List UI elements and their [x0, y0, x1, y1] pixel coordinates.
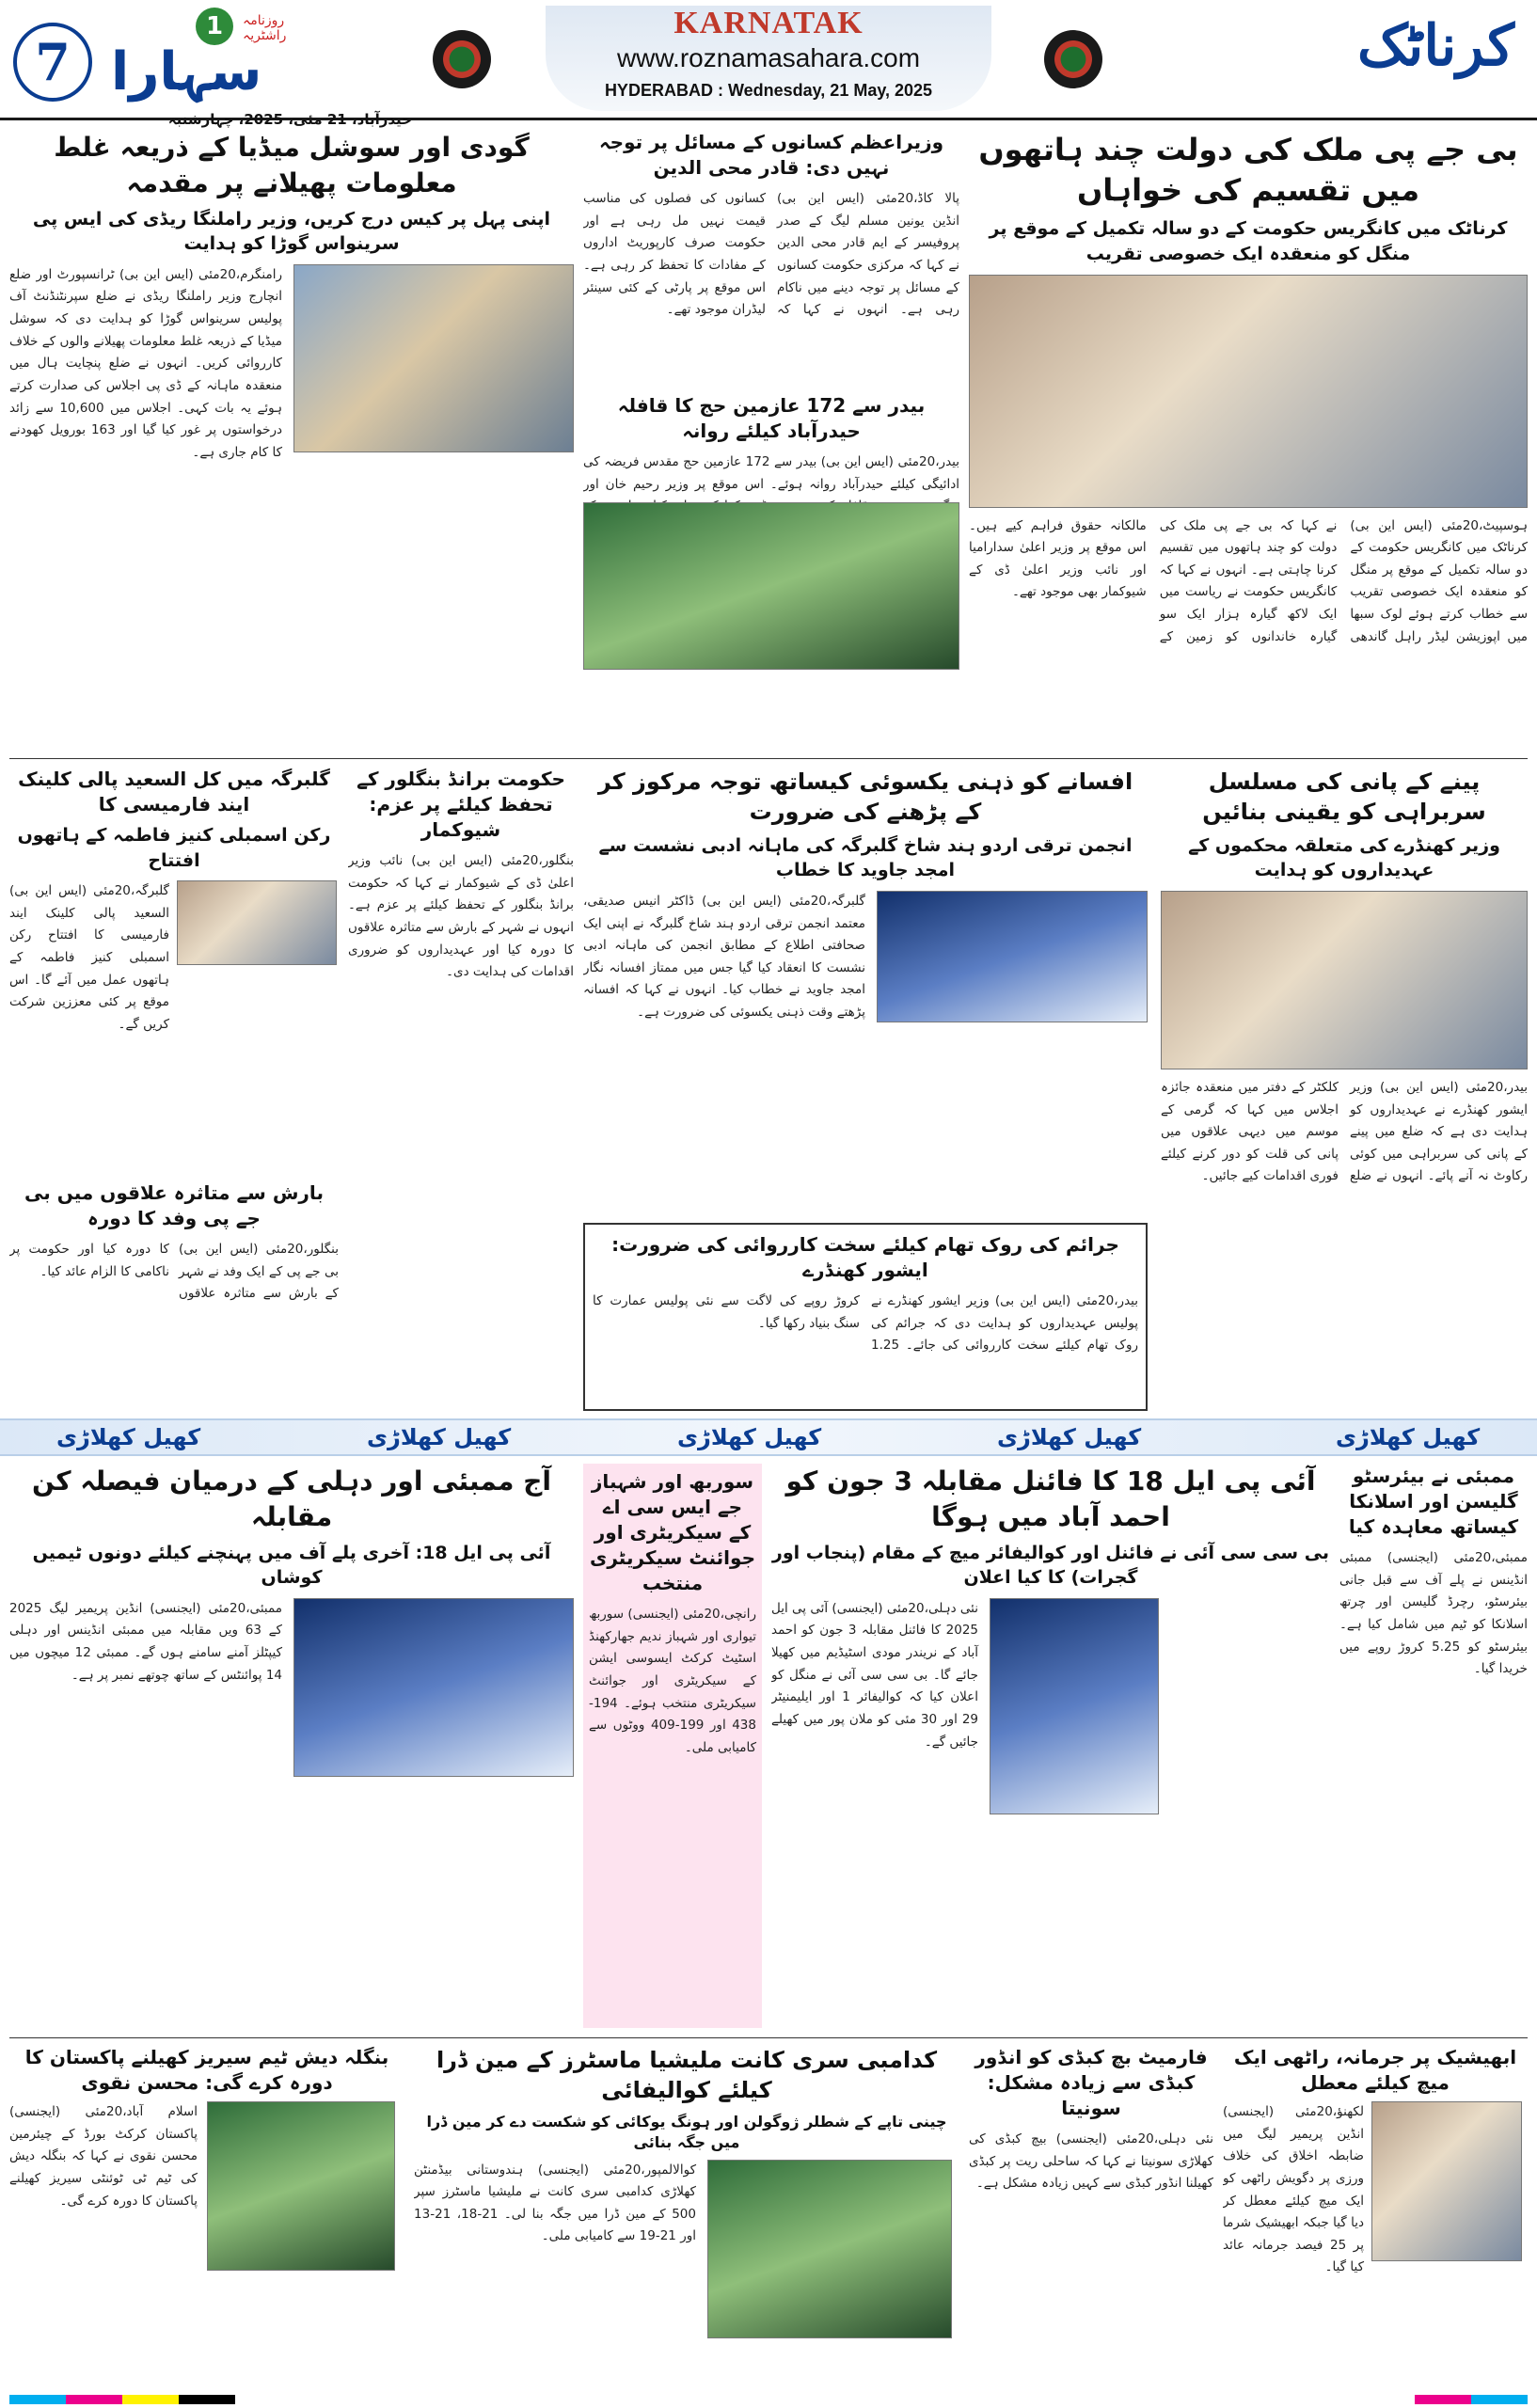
article-body: گلبرگہ،20مئی (ایس این بی) ڈاکٹر انیس صدیقی، معتمد انجمن ترقی اردو ہند شاخ گلبرگہ نے اپنی ایک صحافتی اطلاع کے مطابق انجمن کی ماہانہ ادبی نشست کا انعقاد کیا گیا جس میں ممتاز افسانہ نگار امجد جاوید نے خطاب کیا۔ انہوں نے کہا کہ افسانہ پڑھتے وقت ذہنی یکسوئی کی ضرورت ہے۔ — [583, 893, 865, 1021]
article-headline: بنگلہ دیش ٹیم سیریز کھیلنے پاکستان کا دورہ کرے گی: محسن نقوی — [24, 2046, 389, 2094]
article-body: کوالالمپور،20مئی (ایجنسی) ہندوستانی بیڈمنٹن کھلاڑی کدامبی سری کانت نے ملیشیا ماسٹرز سپر 500 کے مین ڈرا میں جگہ بنا لی۔ 21-18، 21-13 اور 21-19 سے کامیابی ملی۔ — [414, 2162, 696, 2244]
article-photo — [1371, 2101, 1522, 2261]
article-headline: گودی اور سوشل میڈیا کے ذریعہ غلط معلومات پھیلانے پر مقدمہ — [54, 132, 530, 198]
article-body: ممبئی،20مئی (ایجنسی) ممبئی انڈینس نے پلے آف سے قبل جانی بیئرسٹو، رچرڈ گلیسن اور چرتھ اسلانکا کو ٹیم میں شامل کیا ہے۔ بیئرسٹو کو 5.25 کروڑ روپے میں خریدا گیا۔ — [1339, 1550, 1528, 1677]
article-headline: بی جے پی ملک کی دولت چند ہاتھوں میں تقسیم کی خواہاں — [978, 132, 1518, 209]
sports-ipl-final — [771, 1464, 1330, 2028]
article-headline: گلبرگہ میں کل السعید پالی کلینک ایند فارمیسی کا — [18, 768, 330, 816]
article-subhead: چینی تاپے کے شطلر ژوگولن اور ہونگ یوکائی کو شکست دے کر مین ڈرا میں جگہ بنائی — [426, 2112, 947, 2152]
article-headline: حکومت برانڈ بنگلور کے تحفظ کیلئے پر عزم: شیوکمار — [357, 768, 565, 841]
emblem-left-icon — [433, 30, 491, 88]
band-label: کھیل کھلاڑی — [56, 1424, 201, 1450]
article-body: ہوسپیٹ،20مئی (ایس این بی) کرناٹک میں کانگریس حکومت کے دو سالہ تکمیل کے موقع پر منگل کو منعقدہ ایک خصوصی تقریب سے خطاب کرتے ہوئے لوک سبھا میں اپوزیشن لیڈر راہل گاندھی نے کہا کہ بی جے پی ملک کی دولت کو چند ہاتھوں میں تقسیم کرنا چاہتی ہے۔ انہوں نے کہا کہ کانگریس حکومت نے ریاست میں ایک لاکھ گیارہ ہزار ایک سو گیارہ خاندانوں کو زمین کے مالکانہ حقوق فراہم کیے ہیں۔ اس موقع پر وزیر اعلیٰ سدارامیا اور نائب وزیر اعلیٰ ڈی کے شیوکمار بھی موجود تھے۔ — [969, 517, 1528, 644]
article-photo — [1161, 891, 1528, 1069]
article-photo — [969, 275, 1528, 508]
article-hajj — [583, 393, 959, 751]
registration-bar-magenta — [1415, 2395, 1471, 2404]
article-subhead: آئی پی ایل 18: آخری پلے آف میں پہنچنے کیلئے دونوں ٹیمیں کوشاں — [32, 1542, 551, 1589]
article-body: رامنگرم،20مئی (ایس این بی) ٹرانسپورٹ اور ضلع انچارج وزیر راملنگا ریڈی نے ضلع سپرنٹنڈنٹ آف پولیس سرینواس گوڑا کو ہدایت دی کہ سوشل میڈیا کے ذریعہ غلط معلومات پھیلانے والوں کے خلاف کارروائی کریں۔ انہوں نے ضلع پنچایت ہال میں منعقدہ ماہانہ کے ڈی پی اجلاس کی صدارت کرتے ہوئے یہ بات کہی۔ اجلاس میں 10,600 سے زائد درخواستوں پر غور کیا گیا اور 163 بورویل کھودنے کا کام جاری ہے۔ — [9, 266, 282, 460]
divider — [9, 758, 1528, 759]
article-body: بنگلور،20مئی (ایس این بی) بی جے پی کے ایک وفد نے شہر کے بارش سے متاثرہ علاقوں کا دورہ کیا اور حکومت پر ناکامی کا الزام عائد کیا۔ — [9, 1242, 339, 1302]
trophy-photo — [990, 1598, 1159, 1814]
portrait-photo — [177, 880, 337, 965]
article-subhead: رکن اسمبلی کنیز فاطمہ کے ہاتھوں افتتاح — [17, 825, 331, 871]
article-subhead: اپنی پہل پر کیس درج کریں، وزیر راملنگا ریڈی کی ایس پی سرینواس گوڑا کو ہدایت — [32, 208, 551, 255]
registration-bar-magenta — [66, 2395, 122, 2404]
article-photo — [877, 891, 1148, 1022]
article-water-supply — [1161, 767, 1528, 1406]
article-headline: فارمیٹ بچ کبڈی کو انڈور کبڈی سے زیادہ مشکل: سونیتا — [974, 2046, 1208, 2119]
players-photo — [293, 1598, 574, 1777]
article-photo — [293, 264, 574, 452]
sports-jsca-election — [583, 1464, 762, 2028]
logo-subtitle: روزنامہ راشٹریہ — [243, 13, 287, 43]
registration-bar-yellow — [122, 2395, 179, 2404]
section-title: کرناٹک — [1356, 13, 1514, 79]
registration-bar-black — [179, 2395, 235, 2404]
article-farmers — [583, 130, 959, 384]
article-headline: پینے کے پانی کی مسلسل سربراہی کو یقینی بنائیں — [1202, 768, 1486, 826]
article-body: ممبئی،20مئی (ایجنسی) انڈین پریمیر لیگ 2025 کے 63 ویں مقابلہ میں ممبئی انڈینس اور دہلی کیپٹلز آمنے سامنے ہوں گے۔ ممبئی 12 میچوں میں 14 پوائنٹس کے ساتھ چوتھے نمبر پر ہے۔ — [9, 1600, 282, 1683]
sports-section-band — [0, 1418, 1537, 1456]
sports-mi-vs-dc — [9, 1464, 574, 2028]
band-label: کھیل کھلاڑی — [997, 1424, 1142, 1450]
band-label: کھیل کھلاڑی — [677, 1424, 822, 1450]
article-body: نئی دہلی،20مئی (ایجنسی) بیچ کبڈی کی کھلاڑی سونیتا نے کہا کہ ساحلی ریت پر کبڈی کھیلنا انڈور کبڈی سے کہیں زیادہ مشکل ہے۔ — [969, 2131, 1213, 2192]
article-headline: جرائم کی روک تھام کیلئے سخت کارروائی کی ضرورت: ایشور کھنڈرے — [611, 1233, 1119, 1281]
article-body: اسلام آباد،20مئی (ایجنسی) پاکستان کرکٹ بورڈ کے چیئرمین محسن نقوی نے کہا کہ بنگلہ دیش کی ٹیم ٹی ٹوئنٹی سیریز کھیلنے پاکستان کا دورہ کرے گی۔ — [9, 2104, 198, 2209]
sports-srikanth — [414, 2045, 959, 2393]
logo-title: سہارا — [111, 41, 262, 103]
article-body: بیدر،20مئی (ایس این بی) وزیر ایشور کھنڈرے نے پولیس عہدیداروں کو ہدایت دی کہ جرائم کی روک تھام کیلئے سخت کارروائی کی جائے۔ 1.25 کروڑ روپے کی لاگت سے نئی پولیس عمارت کا سنگ بنیاد رکھا گیا۔ — [593, 1293, 1138, 1354]
band-label: کھیل کھلاڑی — [1336, 1424, 1481, 1450]
article-body: رانچی،20مئی (ایجنسی) سوربھ تیواری اور شہباز ندیم جھارکھنڈ اسٹیٹ کرکٹ ایسوسی ایشن کے سیکریٹری اور جوائنٹ سیکریٹری منتخب ہوئے۔ 194-438 اور 199-409 ووٹوں سے کامیابی ملی۔ — [589, 1607, 756, 1755]
newspaper-logo — [111, 12, 412, 128]
article-headline: ممبئی نے بیئرسٹو گلیسن اور اسلانکا کیساتھ معاہدہ کیا — [1348, 1465, 1519, 1538]
logo-emblem-icon: 1 — [196, 8, 233, 45]
article-headline: ابھیشیک پر جرمانہ، راٹھی ایک میچ کیلئے معطل — [1233, 2046, 1517, 2094]
article-headline: بارش سے متاثرہ علاقوں میں بی جے پی وفد کا دورہ — [24, 1181, 324, 1229]
article-body: بنگلور،20مئی (ایس این بی) نائب وزیر اعلیٰ ڈی کے شیوکمار نے کہا کہ حکومت برانڈ بنگلور کے تحفظ کیلئے پر عزم ہے۔ انہوں نے شہر کے بارش سے متاثرہ علاقوں کا دورہ کیا اور عہدیداروں کو ضروری اقدامات کی ہدایت دی۔ — [348, 853, 574, 980]
article-headline: وزیراعظم کسانوں کے مسائل پر توجہ نہیں دی: قادر محی الدین — [598, 131, 944, 179]
article-headline: سوربھ اور شہباز جے ایس سی اے کے سیکریٹری اور جوائنٹ سیکریٹری منتخب — [590, 1470, 755, 1594]
page-number: 7 — [13, 23, 92, 102]
band-label: کھیل کھلاڑی — [367, 1424, 512, 1450]
edition-banner — [546, 6, 991, 111]
article-social-media — [9, 130, 574, 751]
sports-rathi-suspended — [1223, 2045, 1528, 2393]
article-lead — [969, 130, 1528, 751]
issue-date-urdu: حیدرآباد، 21 مئی، 2025، چہارشنبہ — [167, 111, 412, 128]
article-subhead: وزیر کھنڈرے کی متعلقہ محکموں کے عہدیداروں کو ہدایت — [1188, 834, 1500, 881]
edition-name: KARNATAK — [673, 6, 864, 40]
badminton-photo — [707, 2160, 952, 2338]
article-headline: آئی پی ایل 18 کا فائنل مقابلہ 3 جون کو احمد آباد میں ہوگا — [785, 1465, 1316, 1532]
article-headline: بیدر سے 172 عازمین حج کا قافلہ حیدرآباد کیلئے روانہ — [617, 394, 926, 442]
emblem-right-icon — [1044, 30, 1102, 88]
article-brand-bangalore — [348, 767, 574, 1406]
dateline: HYDERABAD : Wednesday, 21 May, 2025 — [604, 81, 933, 100]
article-body: بیدر،20مئی (ایس این بی) بیدر سے 172 عازمین حج مقدس فریضہ کی ادائیگی کیلئے حیدرآباد روانہ ہوئے۔ اس موقع پر وزیر رحیم خان اور — [583, 454, 959, 492]
article-headline: کدامبی سری کانت ملیشیا ماسٹرز کے مین ڈرا کیلئے کوالیفائی — [436, 2047, 938, 2104]
article-body: گلبرگہ،20مئی (ایس این بی) السعید پالی کلینک ایند فارمیسی کا افتتاح رکن اسمبلی کنیز فاطمہ کے ہاتھوں عمل میں آئے گا۔ اس موقع پر کئی معززین شرکت کریں گے۔ — [9, 883, 169, 1032]
sports-beach-kabaddi — [969, 2045, 1213, 2393]
article-rain-bjp — [9, 1180, 339, 1406]
article-photo — [583, 502, 959, 670]
article-literary — [583, 767, 1148, 1218]
article-headline: آج ممبئی اور دہلی کے درمیان فیصلہ کن مقابلہ — [32, 1465, 551, 1532]
article-subhead: بی سی سی آئی نے فائنل اور کوالیفائر میچ کے مقام (پنجاب اور گجرات) کا کیا اعلان — [771, 1542, 1330, 1589]
sports-bangladesh-pakistan — [9, 2045, 404, 2393]
sports-mumbai-signing — [1339, 1464, 1528, 2028]
article-headline: افسانے کو ذہنی یکسوئی کیساتھ توجہ مرکوز کر کے پڑھنے کی ضرورت — [597, 768, 1133, 826]
article-subhead: انجمن ترقی اردو ہند شاخ گلبرگہ کی ماہانہ ادبی نشست سے امجد جاوید کا خطاب — [598, 834, 1133, 881]
divider — [9, 2037, 1528, 2038]
article-body: پالا کاڈ،20مئی (ایس این بی) انڈین یونین مسلم لیگ کے صدر پروفیسر کے ایم قادر محی الدین نے کہا کہ مرکزی حکومت کسانوں کے مسائل پر توجہ دینے میں ناکام رہی ہے۔ انہوں نے کہا کہ کسانوں کی فصلوں کی مناسب قیمت نہیں مل رہی ہے اور حکومت صرف کارپوریٹ اداروں کے مفادات کا تحفظ کر رہی ہے۔ اس موقع پر پارٹی کے کئی سینئر لیڈران موجود تھے۔ — [583, 191, 959, 318]
cricketers-photo — [207, 2101, 395, 2271]
registration-bar-cyan — [9, 2395, 66, 2404]
article-crime-box — [583, 1223, 1148, 1411]
article-body: نئی دہلی،20مئی (ایجنسی) آئی پی ایل 2025 کا فائنل مقابلہ 3 جون کو احمد آباد کے نریندر مودی اسٹیڈیم میں کھیلا جائے گا۔ بی سی سی آئی نے منگل کو اعلان کیا کہ کوالیفائر 1 اور ایلیمنیٹر 29 اور 30 مئی کو ملان پور میں کھیلے جائیں گے۔ — [771, 1600, 979, 1750]
article-body: بیدر،20مئی (ایس این بی) وزیر ایشور کھنڈرے نے عہدیداروں کو ہدایت دی ہے کہ ضلع میں پینے کے پانی کی سربراہی میں کوئی رکاوٹ نہ آنے پائے۔ انہوں نے ضلع کلکٹر کے دفتر میں منعقدہ جائزہ اجلاس میں کہا کہ گرمی کے موسم میں دیہی علاقوں میں پانی کی قلت کو دور کرنے کیلئے فوری اقدامات کیے جائیں۔ — [1161, 1079, 1528, 1184]
website-url[interactable]: www.roznamasahara.com — [616, 43, 921, 72]
registration-bar-cyan — [1471, 2395, 1528, 2404]
article-body: لکھنؤ،20مئی (ایجنسی) انڈین پریمیر لیگ میں ضابطہ اخلاق کی خلاف ورزی پر دگویش راٹھی کو ایک میچ کیلئے معطل کر دیا گیا جبکہ ابھیشیک شرما پر 25 فیصد جرمانہ عائد کیا گیا۔ — [1223, 2104, 1365, 2275]
article-clinic — [9, 767, 339, 1171]
masthead — [0, 0, 1537, 128]
article-subhead: کرناٹک میں کانگریس حکومت کے دو سالہ تکمیل کے موقع پر منگل کو منعقدہ ایک خصوصی تقریب — [989, 218, 1508, 264]
